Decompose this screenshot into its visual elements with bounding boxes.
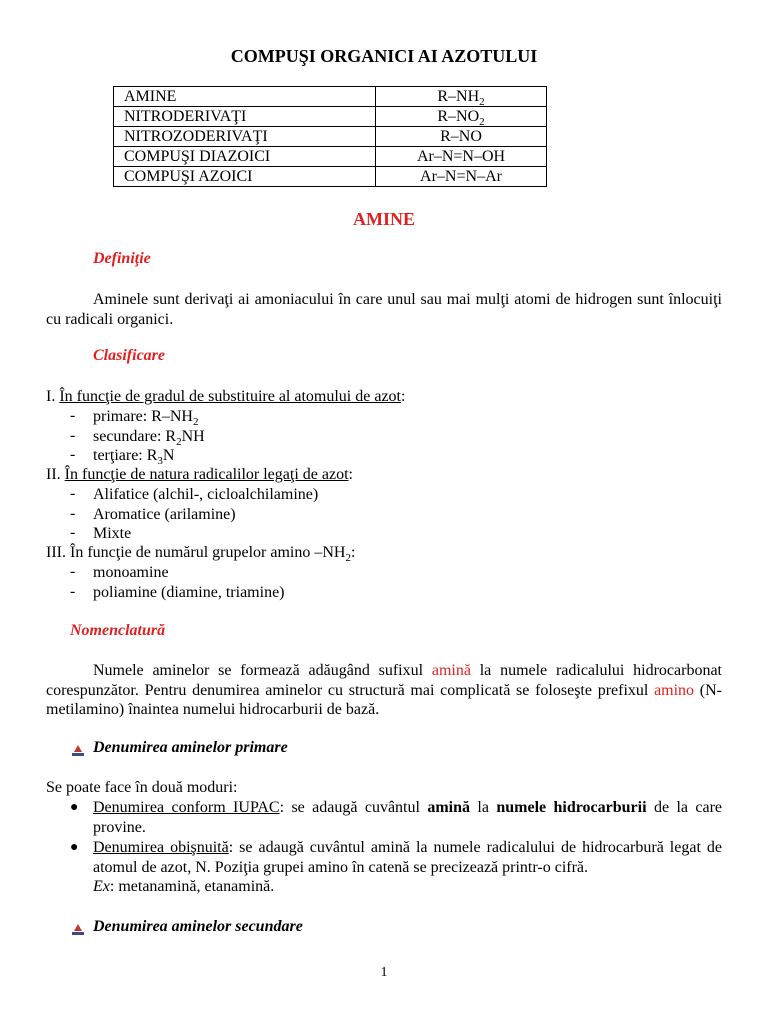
dash-bullet: - [70, 426, 76, 444]
page-title: COMPUŞI ORGANICI AI AZOTULUI [230, 46, 538, 66]
iupac-bullet: Denumirea conform IUPAC: se adaugă cuvântul amină la numele hidrocarburii de la care provine. [93, 799, 723, 836]
list-item: Mixte [93, 525, 132, 542]
compound-formula: $R-NH_2$ [376, 87, 547, 107]
compound-class: NITROZODERIVAŢI [114, 127, 376, 147]
list-item: primare: $R-NH_2$ [93, 408, 199, 429]
amine-heading: AMINE [353, 209, 415, 229]
nomenclatura-paragraph: Numele aminelor se formează adăugând sufixul amină la numele radicalului hidrocarbonat corespunzător. Pentru denumirea aminelor cu structură mai complicată se foloseşte prefixul amino (N-metilamino) înaintea numelui hidrocarburii de bază. [46, 662, 722, 718]
table-row [114, 167, 547, 187]
primare-heading: Denumirea aminelor primare [93, 739, 288, 756]
compound-class: AMINE [114, 87, 376, 107]
primare-intro: Se poate face în două moduri: [46, 779, 238, 796]
table-row [114, 87, 547, 107]
arrow-bullet-icon [72, 744, 84, 756]
group-1-title: În funcţie de gradul de substituire al atomului de azot [59, 388, 401, 405]
table-row [114, 147, 547, 167]
table-row [114, 127, 547, 147]
compound-class: COMPUŞI DIAZOICI [114, 147, 376, 167]
suffix-amina: amină [431, 662, 471, 679]
list-item: Aromatice (arilamine) [93, 505, 236, 523]
compound-class: NITRODERIVAŢI [114, 107, 376, 127]
compounds-table [113, 86, 547, 187]
dash-bullet: - [70, 524, 76, 541]
compound-formula: R–NO [376, 127, 547, 147]
list-item: monoamine [93, 564, 169, 581]
page-number: 1 [380, 965, 388, 980]
table-row [114, 107, 547, 127]
dash-bullet: - [70, 407, 76, 424]
dash-bullet: - [70, 582, 76, 600]
bullet-dot-icon: ● [70, 840, 79, 855]
secundare-heading: Denumirea aminelor secundare [93, 918, 303, 935]
group-2-title: În funcţie de natura radicalilor legaţi de azot [64, 466, 349, 483]
arrow-bullet-icon [72, 923, 84, 935]
list-item: Alifatice (alchil-, cicloalchilamine) [93, 486, 319, 503]
classification-group-3: III. În funcţie de numărul grupelor amino $-NH_2$: [46, 544, 356, 565]
list-item: secundare: $R_2NH$ [93, 427, 205, 448]
common-name-bullet: Denumirea obişnuită: se adaugă cuvântul amină la numele radicalului de hidrocarbură legat de atomul de azot, N. Poziţia grupei amino în catenă se precizează printr-o cifră. Ex: metanamină, etanamină. [93, 839, 722, 895]
list-item: poliamine (diamine, triamine) [93, 583, 285, 601]
compound-class: COMPUŞI AZOICI [114, 167, 376, 187]
classification-group-2: II. În funcţie de natura radicalilor legaţi de azot: [46, 466, 353, 483]
dash-bullet: - [70, 563, 76, 580]
common-name-term: Denumirea obişnuită [93, 839, 229, 856]
nomenclatura-heading: Nomenclatură [70, 622, 166, 639]
dash-bullet: - [70, 485, 76, 502]
prefix-amino: amino [654, 681, 695, 699]
compound-formula: Ar–N=N–OH [376, 147, 547, 167]
classification-group-1: I. În funcţie de gradul de substituire al atomului de azot: [46, 388, 406, 405]
compound-formula: Ar–N=N–Ar [376, 167, 547, 187]
dash-bullet: - [70, 504, 76, 522]
definitie-heading: Definiţie [93, 250, 151, 267]
definitie-paragraph: Aminele sunt derivaţi ai amoniacului în care unul sau mai mulţi atomi de hidrogen sunt înlocuiţi cu radicali organici. [46, 291, 722, 328]
dash-bullet: - [70, 446, 76, 463]
clasificare-heading: Clasificare [93, 347, 165, 364]
list-item: terţiare: $R_3N$ [93, 447, 175, 468]
compound-formula: $R-NO_2$ [376, 107, 547, 127]
bullet-dot-icon: ● [70, 800, 79, 815]
iupac-term: Denumirea conform IUPAC [93, 799, 280, 816]
